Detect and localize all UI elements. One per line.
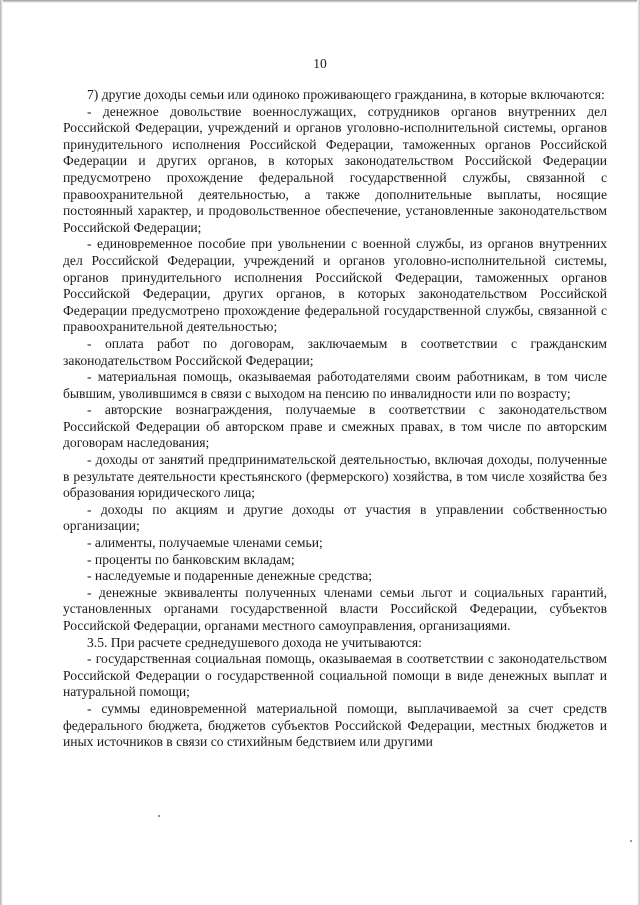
page-number: 10	[313, 56, 327, 71]
paragraph: - наследуемые и подаренные денежные средства;	[87, 568, 373, 584]
paragraph: - авторские вознаграждения, получаемые в соответствии с законодательством Российской Федерации об авторском праве и смежных правах, в том числе по авторским договорам наследования;	[63, 402, 607, 451]
paragraph: - материальная помощь, оказываемая работодателями своим работникам, в том числе бывшим, уволившимся в связи с выходом на пенсию по инвалидности или по возрасту;	[63, 369, 607, 401]
scan-edge-top	[0, 0, 640, 3]
paragraph: - доходы от занятий предпринимательской деятельностью, включая доходы, полученные в результате деятельности крестьянского (фермерского) хозяйства, в том числе хозяйства без образования юридического лица;	[63, 452, 607, 501]
paragraph: - суммы единовременной материальной помощи, выплачиваемой за счет средств федерального бюджета, бюджетов субъектов Российской Федерации, местных бюджетов и иных источников в связи со стихийным бедствием или другими	[63, 700, 607, 750]
scan-speck	[158, 815, 160, 817]
scan-edge-left	[0, 0, 3, 905]
paragraph: 3.5. При расчете среднедушевого дохода не учитываются:	[87, 634, 422, 650]
paragraph: - денежные эквиваленты полученных членами семьи льгот и социальных гарантий, установленных органами государственной власти Российской Федерации, субъектов Российской Федерации, органами местного самоуправления, организациями.	[63, 584, 607, 633]
scan-speck	[630, 840, 632, 842]
paragraph: - алименты, получаемые членами семьи;	[87, 535, 323, 551]
paragraph: - доходы по акциям и другие доходы от участия в управлении собственностью организации;	[63, 501, 607, 534]
paragraph: - проценты по банковским вкладам;	[87, 551, 295, 567]
document-body	[63, 87, 607, 751]
paragraph: 7) другие доходы семьи или одиноко проживающего гражданина, в которые включаются:	[87, 87, 605, 102]
paragraph: - денежное довольствие военнослужащих, сотрудников органов внутренних дел Российской Федерации, учреждений и органов уголовно-исполнительной системы, органов принудительного исполнения Российской Федерации, таможенных органов Российской Федерации и других органов, в которых законодательством Российской Федерации предусмотрено прохождение федеральной государственной службы, связанной с правоохранительной деятельностью, а также дополнительные выплаты, носящие постоянный характер, и продовольственное обеспечение, установленные законодательством Российской Федерации;	[63, 103, 607, 235]
paragraph: - оплата работ по договорам, заключаемым в соответствии с гражданским законодательством Российской Федерации;	[63, 335, 607, 368]
paragraph: - государственная социальная помощь, оказываемая в соответствии с законодательством Российской Федерации о государственной социальной помощи в виде денежных выплат и натуральной помощи;	[63, 651, 607, 700]
paragraph: - единовременное пособие при увольнении с военной службы, из органов внутренних дел Российской Федерации, учреждений и органов уголовно-исполнительной системы, органов принудительного исполнения Российской Федерации, таможенных органов Российской Федерации, других органов, в которых законодательством Российской Федерации предусмотрено прохождение федеральной государственной службы, связанной с правоохранительной деятельностью;	[63, 236, 607, 335]
